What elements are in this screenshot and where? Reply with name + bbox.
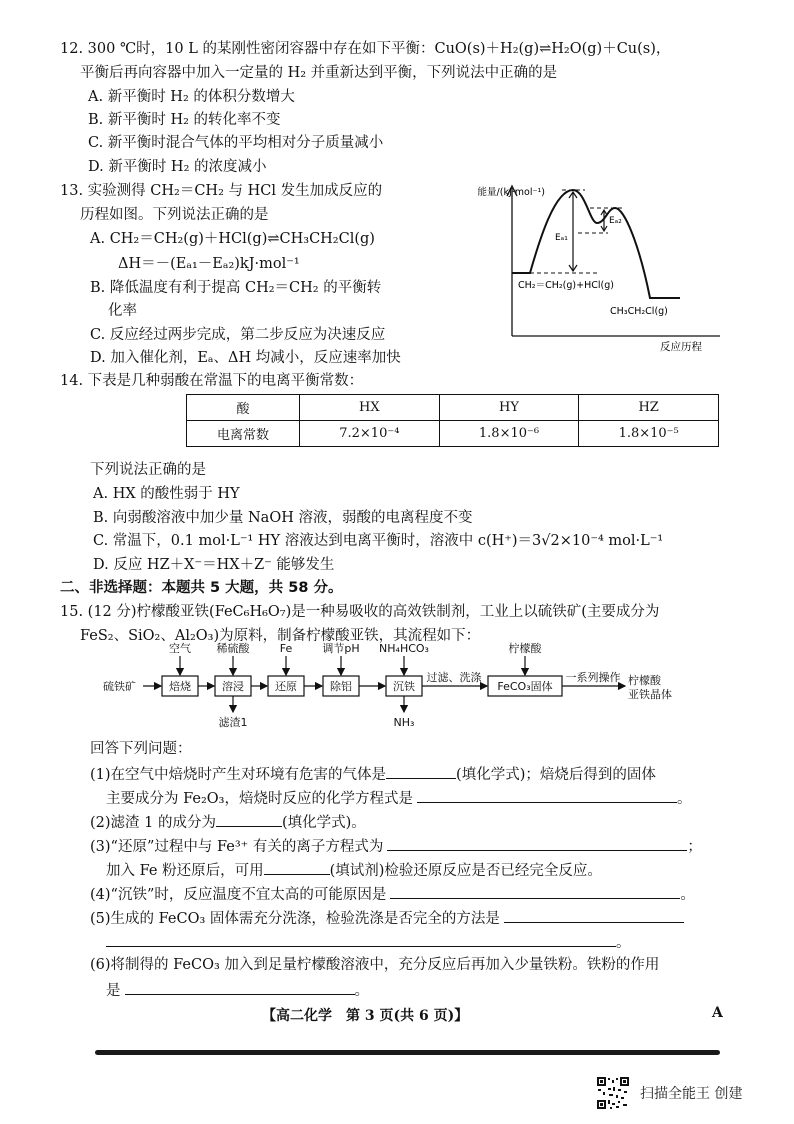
q15-part3-text-b: 加入 Fe 粉还原后，可用 — [106, 863, 264, 879]
q15-part4 — [90, 884, 695, 904]
period-1: 。 — [676, 791, 692, 807]
q14-option-c: C. 常温下，0.1 mol·L⁻¹ HY 溶液达到电离平衡时，溶液中 c(H⁺)＝3√2×10⁻⁴ mol·L⁻¹ — [93, 533, 664, 549]
q14-option-d: D. 反应 HZ＋X⁻＝HX＋Z⁻ 能够发生 — [93, 557, 335, 573]
q15-part6-line1: (6)将制得的 FeCO₃ 加入到足量柠檬酸溶液中，充分反应后再加入少量铁粉。铁粉的作用 — [90, 957, 660, 973]
answer-blank-3b[interactable] — [264, 860, 330, 875]
flow-input-acid: 稀硫酸 — [216, 642, 250, 655]
q15-part6-text-b: 是 — [106, 983, 121, 999]
q15-part1-line2 — [106, 788, 691, 808]
table-header-hz: HZ — [579, 395, 719, 421]
answer-blank-2[interactable] — [216, 812, 282, 827]
energy-axis-label: 能量/(kJ·mol⁻¹) — [477, 187, 545, 198]
q15-part2-text-a: (2)滤渣 1 的成分为 — [90, 815, 216, 831]
answer-blank-5b[interactable] — [106, 932, 616, 947]
table-cell-hx: 7.2×10⁻⁴ — [300, 421, 440, 447]
table-cell-hz: 1.8×10⁻⁵ — [579, 421, 719, 447]
table-header-acid: 酸 — [187, 395, 300, 421]
q12-option-b: B. 新平衡时 H₂ 的转化率不变 — [88, 112, 281, 128]
flow-nh3-label: NH₃ — [393, 716, 415, 729]
page-footer: 【高二化学 第 3 页(共 6 页)】 — [262, 1008, 469, 1024]
flow-box-label-precipitate: 沉铁 — [393, 680, 415, 693]
flow-end-label-2: 亚铁晶体 — [628, 688, 672, 701]
q13-option-d: D. 加入催化剂，Eₐ、ΔH 均减小，反应速率加快 — [90, 350, 401, 366]
q15-part1-line1 — [90, 764, 656, 784]
answer-blank-1a[interactable] — [386, 764, 456, 779]
flow-ops-label: 一系列操作 — [565, 671, 621, 684]
q15-stem-line1: 15. (12 分)柠檬酸亚铁(FeC₆H₆O₇)是一种易吸收的高效铁制剂，工业上以硫铁矿(主要成分为 — [60, 604, 660, 620]
section-heading: 二、非选择题：本题共 5 大题，共 58 分。 — [60, 580, 343, 596]
qr-code-icon — [597, 1077, 629, 1109]
q15-part3-text-c: (填试剂)检验还原反应是否已经完全反应。 — [329, 863, 602, 879]
table-cell-hy: 1.8×10⁻⁶ — [439, 421, 579, 447]
q12-stem-line1: 12. 300 ℃时，10 L 的某刚性密闭容器中存在如下平衡：CuO(s)＋H₂(g)⇌H₂O(g)＋Cu(s)， — [60, 41, 671, 57]
flow-input-ph: 调节pH — [322, 642, 360, 655]
q12-option-c: C. 新平衡时混合气体的平均相对分子质量减小 — [88, 135, 384, 151]
q12-option-d: D. 新平衡时 H₂ 的浓度减小 — [88, 159, 267, 175]
q13-stem-line2: 历程如图。下列说法正确的是 — [80, 207, 269, 223]
q15-part2-text-b: (填化学式)。 — [281, 815, 366, 831]
progress-axis-label: 反应历程 — [660, 341, 702, 353]
reactant-label: CH₂＝CH₂(g)+HCl(g) — [518, 280, 614, 291]
flow-end-label-1: 柠檬酸 — [628, 674, 661, 687]
q15-part3-line1 — [90, 836, 702, 856]
q13-option-c: C. 反应经过两步完成，第二步反应为决速反应 — [90, 327, 386, 343]
q15-part3-text-a: (3)“还原”过程中与 Fe³⁺ 有关的离子方程式为 — [90, 839, 384, 855]
q15-part5-text: (5)生成的 FeCO₃ 固体需充分洗涤，检验洗涤是否完全的方法是 — [90, 911, 500, 927]
flow-box-label-leach: 溶浸 — [222, 680, 244, 693]
flow-box-label-reduce: 还原 — [275, 680, 297, 693]
table-header-row — [187, 395, 719, 421]
q13-option-a-line2: ΔH＝－(Eₐ₁－Eₐ₂)kJ·mol⁻¹ — [118, 256, 300, 272]
q15-stem-line2: FeS₂、SiO₂、Al₂O₃)为原料，制备柠檬酸亚铁，其流程如下： — [80, 628, 481, 644]
product-label: CH₃CH₂Cl(g) — [610, 306, 668, 317]
process-flowchart — [95, 640, 720, 732]
version-mark: A — [712, 1005, 723, 1021]
flow-residue-label: 滤渣1 — [218, 716, 248, 729]
answer-blank-1b[interactable] — [417, 788, 677, 803]
answer-blank-4[interactable] — [390, 884, 680, 899]
q15-part2 — [90, 812, 366, 832]
q13-option-a-line1: A. CH₂＝CH₂(g)＋HCl(g)⇌CH₃CH₂Cl(g) — [90, 231, 375, 247]
period-4: 。 — [680, 887, 695, 903]
q13-stem-line1: 13. 实验测得 CH₂＝CH₂ 与 HCl 发生加成反应的 — [60, 183, 383, 199]
semicolon-3: ； — [687, 839, 702, 855]
ea1-label: Eₐ₁ — [555, 233, 568, 243]
q15-part4-text: (4)“沉铁”时，反应温度不宜太高的可能原因是 — [90, 887, 387, 903]
flow-box-label-remove-al: 除铝 — [330, 680, 352, 693]
ionization-constant-table — [186, 394, 719, 447]
q15-part1-text-a: (1)在空气中焙烧时产生对环境有危害的气体是 — [90, 767, 387, 783]
table-row — [187, 421, 719, 447]
q12-stem-line2: 平衡后再向容器中加入一定量的 H₂ 并重新达到平衡，下列说法中正确的是 — [80, 65, 558, 81]
q15-part5-line2 — [106, 932, 631, 952]
flow-box-label-roast: 焙烧 — [169, 680, 191, 693]
scan-edge-shadow — [95, 1050, 720, 1055]
table-row-label: 电离常数 — [187, 421, 300, 447]
q15-part5-line1 — [90, 908, 684, 928]
q12-option-a: A. 新平衡时 H₂ 的体积分数增大 — [88, 89, 295, 105]
q15-answer-prompt: 回答下列问题： — [90, 741, 192, 757]
energy-profile-diagram — [477, 178, 740, 358]
q14-option-a: A. HX 的酸性弱于 HY — [93, 486, 240, 502]
flow-box-label-feco3: FeCO₃固体 — [497, 680, 553, 693]
flow-input-nh4hco3: NH₄HCO₃ — [379, 642, 429, 655]
q14-prompt: 下列说法正确的是 — [90, 462, 206, 478]
flow-start-label: 硫铁矿 — [103, 680, 136, 693]
period-5: 。 — [616, 935, 631, 951]
q13-option-b-line1: B. 降低温度有利于提高 CH₂＝CH₂ 的平衡转 — [90, 280, 382, 296]
q15-part6-line2 — [106, 980, 369, 1000]
q14-option-b: B. 向弱酸溶液中加少量 NaOH 溶液，弱酸的电离程度不变 — [93, 510, 473, 526]
answer-blank-5a[interactable] — [504, 908, 684, 923]
answer-blank-3a[interactable] — [387, 836, 687, 851]
q15-part1-text-c: 主要成分为 Fe₂O₃，焙烧时反应的化学方程式是 — [106, 791, 413, 807]
flow-input-fe: Fe — [279, 642, 293, 655]
q14-stem: 14. 下表是几种弱酸在常温下的电离平衡常数： — [60, 373, 364, 389]
scanner-watermark: 扫描全能王 创建 — [640, 1086, 743, 1102]
q13-option-b-line2: 化率 — [108, 303, 137, 319]
answer-blank-6[interactable] — [125, 980, 355, 995]
flow-input-air: 空气 — [169, 642, 191, 655]
table-header-hy: HY — [439, 395, 579, 421]
flow-input-citric: 柠檬酸 — [508, 642, 542, 655]
ea2-label: Eₐ₂ — [609, 216, 622, 226]
q15-part3-line2 — [106, 860, 602, 880]
flow-separation-label: 过滤、洗涤 — [426, 671, 482, 684]
table-header-hx: HX — [300, 395, 440, 421]
q15-part1-text-b: (填化学式)；焙烧后得到的固体 — [456, 767, 656, 783]
period-6: 。 — [354, 983, 369, 999]
